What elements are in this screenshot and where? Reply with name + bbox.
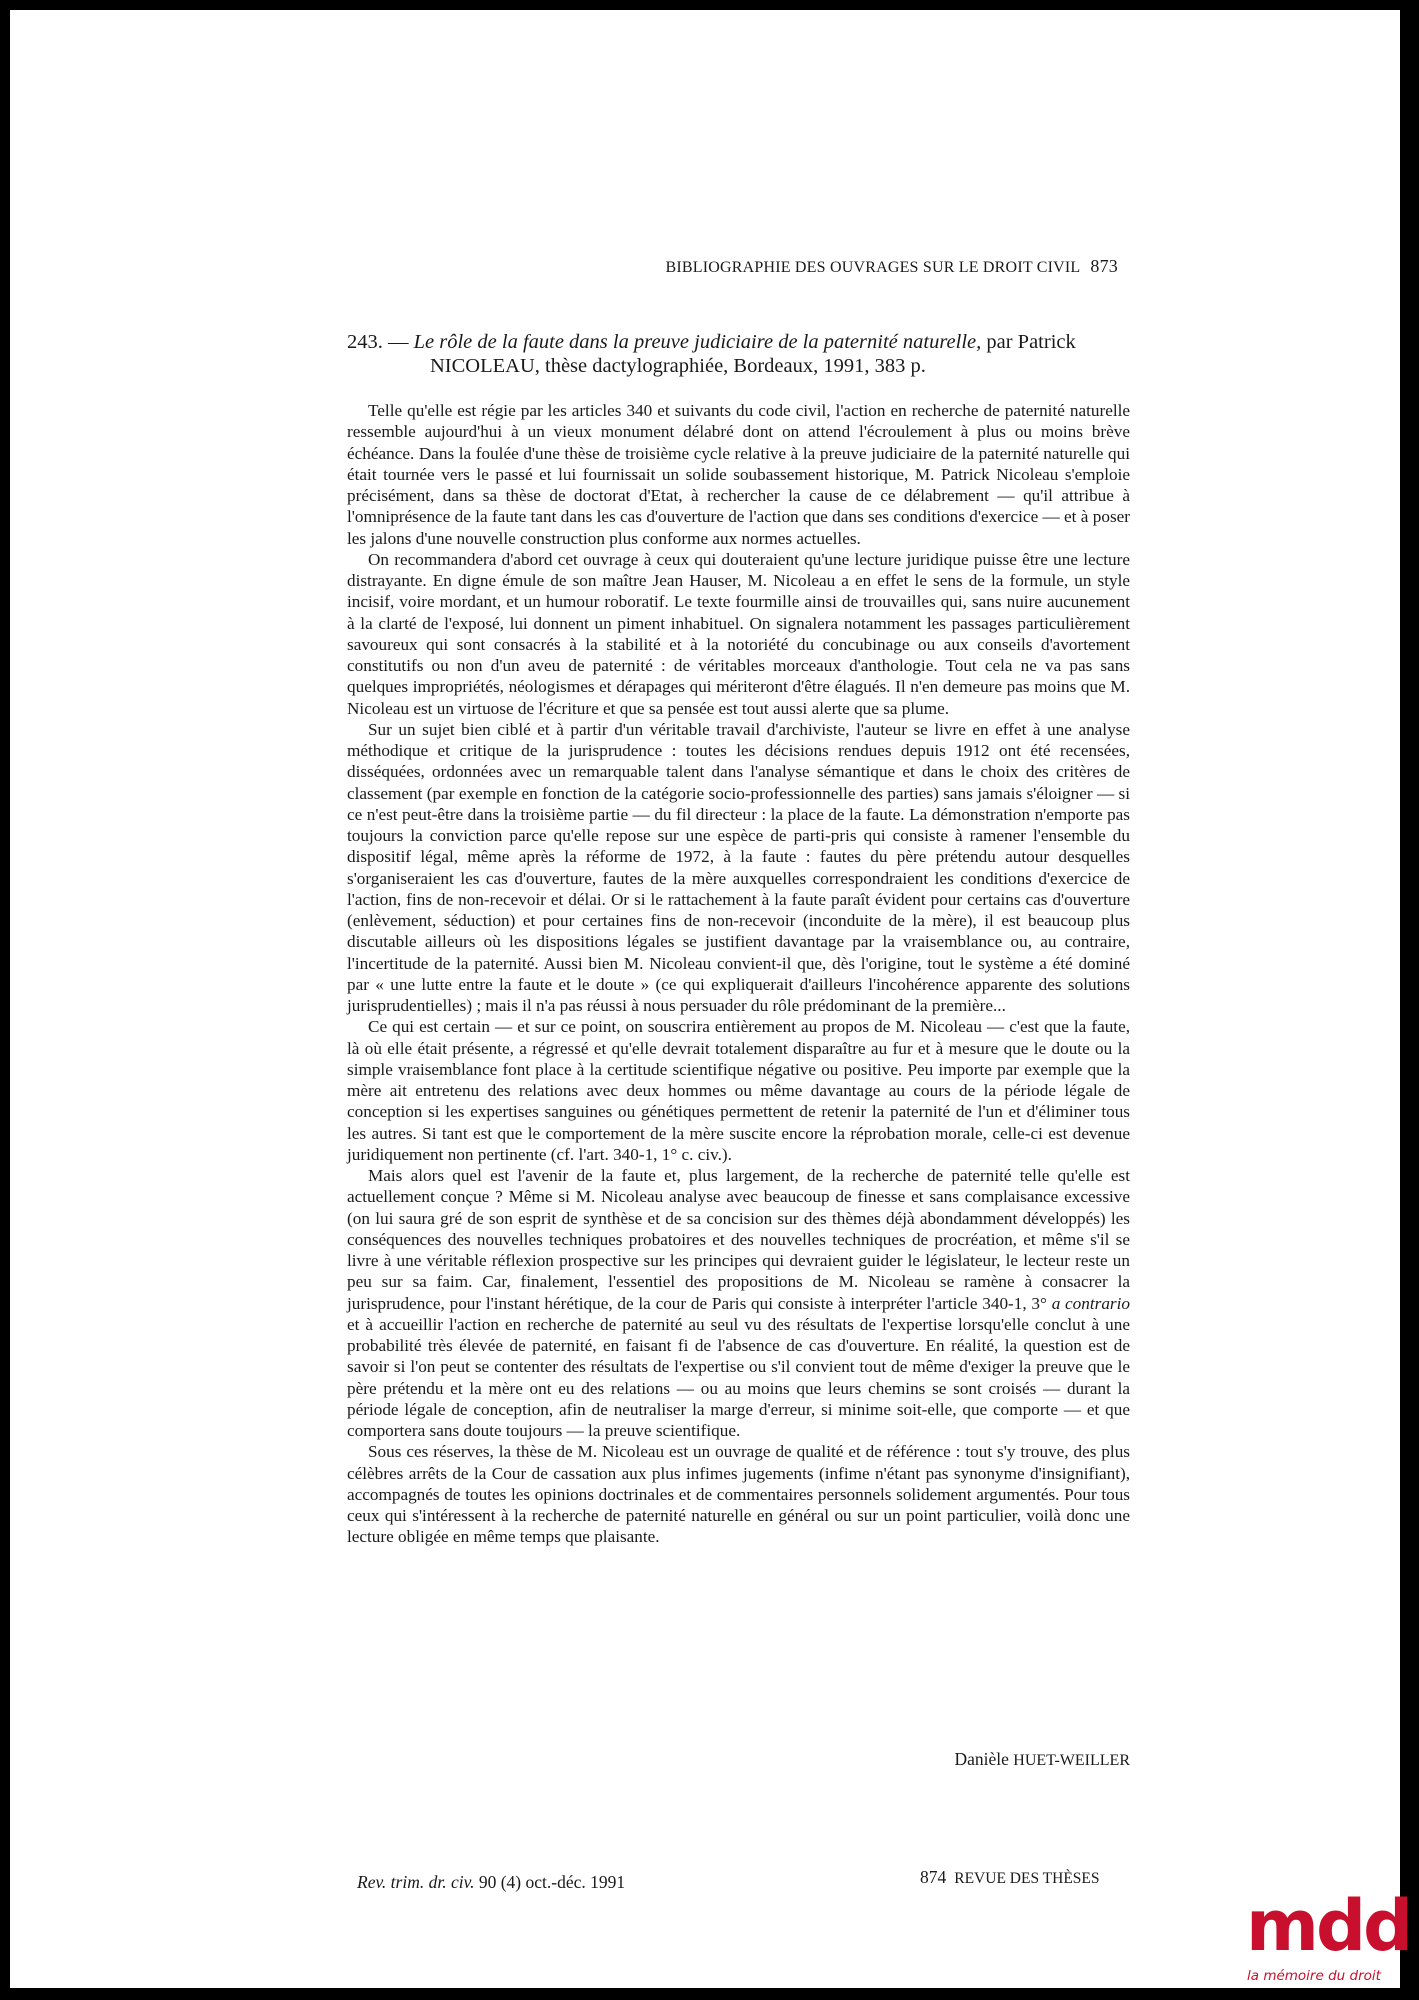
running-head [0,256,1118,277]
entry-number: 243. — [347,331,409,353]
page-number: 873 [1090,256,1118,276]
paragraph-4: Ce qui est certain — et sur ce point, on souscrira entièrement au propos de M. Nicoleau — c'est que la faute, là où elle était présente, a régressé et qu'elle devrait totalement disparaître au fur et à mesure que le doute ou la simple vraisemblance font place à la certitude scientifique négative ou positive. Peu importe par exemple que la mère ait entretenu des relations avec deux hommes ou même davantage au cours de la période légale de conception si les expertises sanguines ou génétiques permettent de retenir la paternité de l'un et d'éliminer tous les autres. Si tant est que le comportement de la mère suscite encore la réprobation morale, celle-ci est devenue juridiquement non pertinente (cf. l'art. 340-1, 1° c. civ.). [347,1017,1130,1164]
paragraph-5-italic: a contrario [1051,1293,1130,1313]
paragraph-5-part-a: Mais alors quel est l'avenir de la faute et, plus largement, de la recherche de paternité telle qu'elle est actuellement conçue ? Même si M. Nicoleau analyse avec beaucoup de finesse et sans complaisance excessive (on lui saura gré de son esprit de synthèse et de sa concision sur des thèmes déjà abondamment développés) les conséquences des nouvelles techniques probatoires et des nouvelles techniques de procréation, et même s'il se livre à une véritable réflexion prospective sur les principes qui devraient guider le législateur, le lecteur reste un peu sur sa faim. Car, finalement, l'essentiel des propositions de M. Nicoleau se ramène à consacrer la jurisprudence, pour l'instant hérétique, de la cour de Paris qui consiste à interpréter l'article 340-1, 3° [347,1166,1130,1313]
footer-next-page [920,1867,1100,1888]
paragraph-3: Sur un sujet bien ciblé et à partir d'un véritable travail d'archiviste, l'auteur se livre en effet à une analyse méthodique et critique de la jurisprudence : toutes les décisions rendues depuis 1912 ont été recensées, disséquées, ordonnées avec un remarquable talent dans l'analyse sémantique et dans le choix des critères de classement (par exemple en fonction de la catégorie socio-professionnelle des parties) sans jamais s'éloigner — si ce n'est peut-être dans la troisième partie — du fil directeur : la place de la faute. La démonstration n'emporte pas toujours la conviction parce qu'elle repose sur une espèce de parti-pris qui consiste à ramener l'ensemble du dispositif légal, même après la réforme de 1972, à la faute : fautes du père prétendu autour desquelles s'organiseraient les cas d'ouverture, fautes de la mère auxquelles correspondraient les conditions d'exercice de l'action, fins de non-recevoir et délai. Or si le rattachement à la faute paraît évident pour certains cas d'ouverture (enlèvement, séduction) et pour certaines fins de non-recevoir (inconduite de la mère), il est beaucoup plus discutable ailleurs où les dispositions légales se justifient davantage par la vraisemblance ou, au contraire, l'incertitude de la paternité. Aussi bien M. Nicoleau convient-il que, dès l'origine, tout le système a été dominé par « une lutte entre la faute et le doute » (ce qui expliquerait d'ailleurs l'incohérence apparente des solutions jurisprudentielles) ; mais il n'a pas réussi à nous persuader du rôle prédominant de la première... [347,719,1130,1015]
footer-journal: Rev. trim. dr. civ. [357,1872,475,1892]
signature-first-name: Danièle [954,1749,1009,1769]
footer-issue: 90 (4) oct.-déc. 1991 [478,1872,626,1892]
running-head-title: BIBLIOGRAPHIE DES OUVRAGES SUR LE DROIT CIVIL [665,259,1081,276]
entry-heading-line-2: NICOLEAU, thèse dactylographiée, Bordeaux, 1991, 383 p. [430,355,926,377]
next-section-title: REVUE DES THÈSES [954,1870,1100,1887]
entry-heading [347,330,1137,378]
review-body [347,400,1130,1548]
signature-last-name: HUET-WEILLER [1013,1752,1130,1769]
author-signature [0,1749,1130,1770]
footer-citation [357,1872,625,1893]
entry-heading-line-1 [347,330,1137,354]
mdd-logo-tagline: la mémoire du droit [1247,1968,1381,1984]
paragraph-5 [347,1165,1130,1441]
paragraph-1: Telle qu'elle est régie par les articles 340 et suivants du code civil, l'action en recherche de paternité naturelle ressemble aujourd'hui à un vieux monument délabré dont on attend l'écroulement à plus ou moins brève échéance. Dans la foulée d'une thèse de troisième cycle relative à la preuve judiciaire de la paternité naturelle qui était tournée vers le passé et lui fournissait un solide soubassement historique, M. Patrick Nicoleau s'emploie précisément, dans sa thèse de doctorat d'Etat, à rechercher la cause de ce délabrement — qu'il attribue à l'omniprésence de la faute tant dans les cas d'ouverture de l'action que dans ses conditions d'exercice — et à poser les jalons d'une nouvelle construction plus conforme aux normes actuelles. [347,401,1130,548]
entry-title: Le rôle de la faute dans la preuve judiciaire de la paternité naturelle, [413,331,982,353]
mdd-logo-mark: mdd [1246,1885,1411,1967]
paragraph-2: On recommandera d'abord cet ouvrage à ceux qui douteraient qu'une lecture juridique puisse être une lecture distrayante. En digne émule de son maître Jean Hauser, M. Nicoleau a en effet le sens de la formule, un style incisif, voire mordant, et un humour roboratif. Le texte fourmille ainsi de trouvailles qui, sans nuire aucunement à la clarté de l'exposé, lui donnent un piment inhabituel. On signalera notamment les passages particulièrement savoureux qui sont consacrés à la stabilité et à la notoriété du concubinage ou aux conseils d'avortement constitutifs ou non d'un aveu de paternité : de véritables morceaux d'anthologie. Tout cela ne va pas sans quelques impropriétés, néologismes et dérapages qui mériteront d'être élagués. Il n'en demeure pas moins que M. Nicoleau est un virtuose de l'écriture et que sa pensée est tout aussi alerte que sa plume. [347,549,1130,718]
paragraph-6: Sous ces réserves, la thèse de M. Nicoleau est un ouvrage de qualité et de référence : tout s'y trouve, des plus célèbres arrêts de la Cour de cassation aux plus infimes jugements (infime n'étant pas synonyme d'insignifiant), accompagnés de toutes les opinions doctrinales et de commentaires personnels solidement argumentés. Pour tous ceux qui s'intéressent à la recherche de paternité naturelle en général ou sur un point particulier, voilà donc une lecture obligée en même temps que plaisante. [347,1442,1130,1547]
next-page-number: 874 [920,1867,947,1887]
entry-by: par Patrick [986,331,1076,353]
mdd-logo [1246,1885,1416,1990]
paragraph-5-part-b: et à accueillir l'action en recherche de paternité au seul vu des résultats de l'expertise lorsqu'elle conclut à une probabilité très élevée de paternité, en faisant fi de l'absence de cas d'ouverture. En réalité, la question est de savoir si l'on peut se contenter des résultats de l'expertise ou s'il convient tout de même d'exiger la preuve que le père prétendu et la mère ont eu des relations — ou au moins que leurs chemins se sont croisés — durant la période légale de conception, afin de neutraliser la marge d'erreur, si minime soit-elle, que comporte — et que comportera sans doute toujours — la preuve scientifique. [347,1314,1130,1440]
